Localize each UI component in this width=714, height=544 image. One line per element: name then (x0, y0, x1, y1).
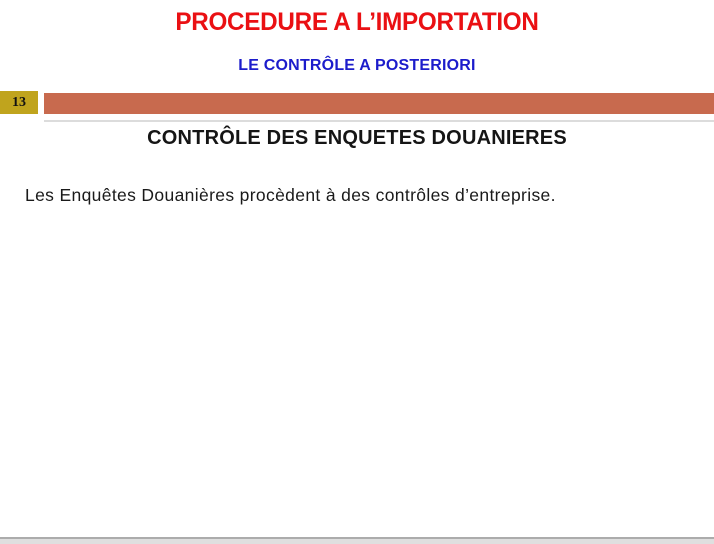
page-number-badge: 13 (0, 91, 38, 114)
slide-title: PROCEDURE A L’IMPORTATION (175, 8, 539, 36)
section-heading: CONTRÔLE DES ENQUETES DOUANIERES (147, 127, 567, 149)
slide-subtitle: LE CONTRÔLE A POSTERIORI (238, 57, 476, 74)
accent-bar (44, 93, 714, 114)
accent-bar-shadow (44, 120, 714, 122)
bottom-strip (0, 539, 714, 544)
body-text: Les Enquêtes Douanières procèdent à des contrôles d’entreprise. (25, 185, 556, 205)
